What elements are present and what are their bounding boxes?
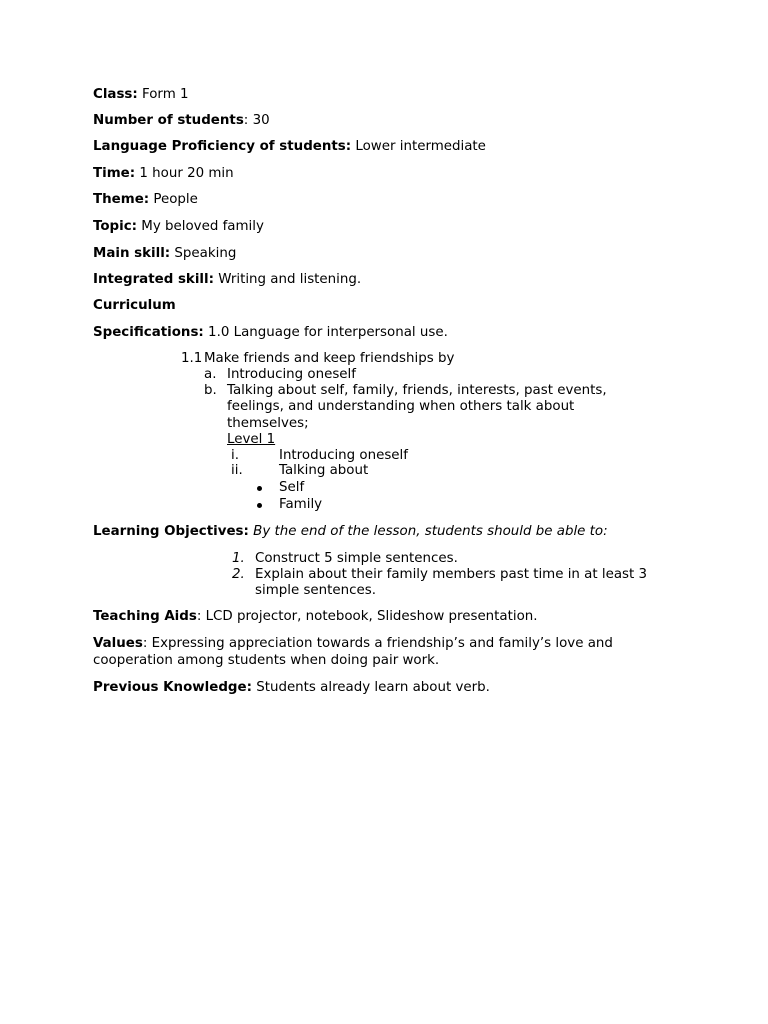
students-value: : 30 [243, 113, 270, 128]
specifications-label: Specifications: [93, 325, 204, 340]
bullet-icon [257, 486, 262, 491]
theme-value: People [149, 192, 198, 207]
time-line [93, 166, 234, 182]
outline-heading-number: 1.1 [181, 351, 203, 366]
roman-marker-ii: ii. [231, 463, 243, 478]
objective-marker-1: 1. [232, 551, 245, 566]
specifications-value: 1.0 Language for interpersonal use. [203, 325, 448, 340]
topic-label: Topic: [93, 219, 138, 234]
previous-knowledge-line [93, 680, 490, 696]
bullet-item-self: Self [279, 480, 305, 495]
objective-marker-2: 2. [232, 567, 245, 582]
values-value: : Expressing appreciation towards a friendship’s and family’s love and [142, 636, 613, 651]
previous-knowledge-label: Previous Knowledge: [93, 680, 252, 695]
time-label: Time: [93, 166, 136, 181]
objective-text-1: Construct 5 simple sentences. [255, 551, 458, 566]
outline-item-a-text: Introducing oneself [227, 367, 356, 382]
integrated-skill-value: Writing and listening. [213, 272, 362, 287]
main-skill-label: Main skill: [93, 246, 171, 261]
integrated-skill-line [93, 272, 361, 288]
values-line [93, 636, 613, 652]
proficiency-line [93, 139, 486, 155]
roman-marker-i: i. [231, 448, 239, 463]
values-line-continued [93, 653, 439, 669]
outline-item-a-marker: a. [204, 367, 217, 382]
previous-knowledge-value: Students already learn about verb. [251, 680, 490, 695]
outline-item-b-line: themselves; [227, 416, 309, 431]
class-value: Form 1 [137, 87, 189, 102]
topic-line [93, 219, 264, 235]
time-value: 1 hour 20 min [135, 166, 234, 181]
main-skill-line [93, 246, 236, 262]
topic-value: My beloved family [137, 219, 264, 234]
curriculum-line [93, 298, 176, 314]
objectives-label: Learning Objectives: [93, 524, 249, 539]
teaching-aids-label: Teaching Aids [93, 609, 197, 624]
teaching-aids-line [93, 609, 538, 625]
level-heading: Level 1 [227, 432, 276, 447]
main-skill-value: Speaking [170, 246, 237, 261]
values-label: Values [93, 636, 143, 651]
outline-heading-text: Make friends and keep friendships by [204, 351, 455, 366]
students-line [93, 113, 270, 129]
class-line [93, 87, 189, 103]
outline-item-b-line: feelings, and understanding when others talk about [227, 399, 575, 414]
students-label: Number of students [93, 113, 244, 128]
integrated-skill-label: Integrated skill: [93, 272, 214, 287]
proficiency-label: Language Proficiency of students: [93, 139, 352, 154]
values-value-continued: cooperation among students when doing pair work. [93, 653, 440, 668]
objective-text-2-continued: simple sentences. [255, 583, 376, 598]
bullet-icon [257, 503, 262, 508]
roman-text-i: Introducing oneself [279, 448, 408, 463]
theme-label: Theme: [93, 192, 150, 207]
objective-text-2: Explain about their family members past time in at least 3 [255, 567, 648, 582]
specifications-line [93, 325, 448, 341]
theme-line [93, 192, 198, 208]
class-label: Class: [93, 87, 138, 102]
objectives-intro: By the end of the lesson, students should be able to: [248, 524, 608, 539]
outline-item-b-line: Talking about self, family, friends, interests, past events, [227, 383, 607, 398]
proficiency-value: Lower intermediate [351, 139, 486, 154]
curriculum-label: Curriculum [93, 298, 176, 313]
objectives-line [93, 524, 608, 540]
outline-item-b-marker: b. [204, 383, 217, 398]
teaching-aids-value: : LCD projector, notebook, Slideshow presentation. [196, 609, 538, 624]
bullet-item-family: Family [279, 497, 323, 512]
roman-text-ii: Talking about [279, 463, 369, 478]
